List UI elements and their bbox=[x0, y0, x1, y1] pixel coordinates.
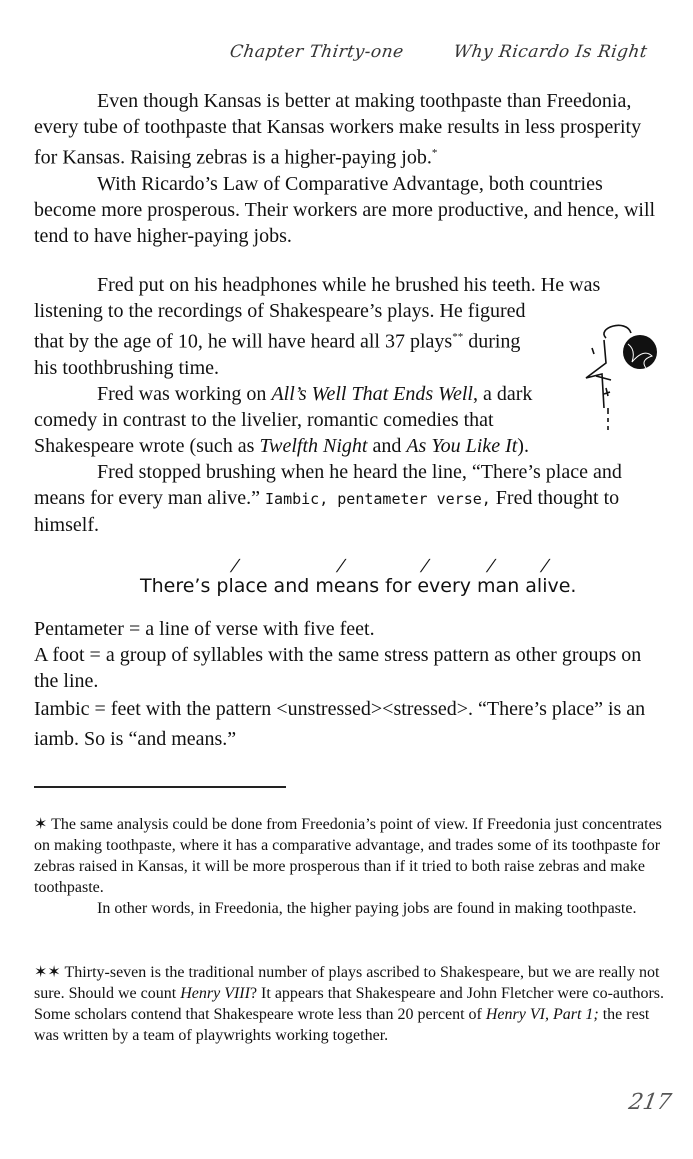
stress-mark-5: / bbox=[538, 555, 552, 577]
body-text-top bbox=[34, 88, 664, 249]
verse-line: There’s place and means for every man alive. bbox=[140, 575, 577, 597]
footnote-2: ✶✶ Thirty-seven is the traditional number of plays ascribed to Shakespeare, but we are really not sure. Should we count Henry VIII? It appears that Shakespeare and John Fletcher were co-authors. Some scholars contend that Shakespeare wrote less than 20 percent of Henry VI, Part 1; the rest was written by a team of playwrights working together. bbox=[34, 964, 665, 1044]
sketch-figure-icon bbox=[586, 325, 631, 430]
running-header bbox=[229, 42, 693, 62]
chapter-title: Why Ricardo Is Right bbox=[452, 42, 649, 62]
paragraph-3b: listening to the recordings of Shakespeare’s plays. He figured that by the age of 10, he will have heard all 37 plays** during his toothbrushing time. bbox=[34, 300, 526, 379]
footnote-1: ✶ The same analysis could be done from Freedonia’s point of view. If Freedonia just concentrates on making toothpaste, where it has a comparative advantage, and trades some of its toothpaste for zebras raised in Kansas, it will be more prosperous than if it tried to both raise zebras and make toothpaste. In other words, in Freedonia, the higher paying jobs are found in making toothpaste. bbox=[34, 816, 662, 917]
page-number: 217 bbox=[626, 1090, 674, 1115]
definitions bbox=[34, 616, 664, 754]
definition-iambic: Iambic = feet with the pattern <unstressed><stressed>. “There’s place” is an iamb. So is “and means.” bbox=[34, 698, 646, 750]
definition-foot: A foot = a group of syllables with the same stress pattern as other groups on the line. bbox=[34, 644, 642, 692]
definition-pentameter: Pentameter = a line of verse with five feet. bbox=[34, 618, 375, 640]
paragraph-3a: Fred put on his headphones while he brushed his teeth. He was bbox=[97, 274, 601, 296]
stress-mark-1: / bbox=[228, 555, 242, 577]
paragraph-2: With Ricardo’s Law of Comparative Advantage, both countries become more prosperous. Their workers are more productive, and hence, will tend to have higher-paying jobs. bbox=[34, 172, 656, 247]
headphones-illustration bbox=[566, 318, 666, 438]
paragraph-4: Fred was working on All’s Well That Ends Well, a dark comedy in contrast to the livelier, romantic comedies that Shakespeare wrote (such as Twelfth Night and As You Like It). bbox=[34, 382, 533, 457]
headphone-icon bbox=[623, 335, 657, 369]
paragraph-1: Even though Kansas is better at making toothpaste than Freedonia, every tube of toothpaste that Kansas workers make results in less prosperity for Kansas. Raising zebras is a higher-paying job.* bbox=[34, 90, 642, 169]
stress-mark-3: / bbox=[418, 555, 432, 577]
stress-mark-2: / bbox=[334, 555, 348, 577]
chapter-label: Chapter Thirty-one bbox=[228, 42, 406, 62]
paragraph-5: Fred stopped brushing when he heard the line, “There’s place and means for every man alive.” Iambic, pentameter verse, Fred thought to himself. bbox=[34, 460, 622, 536]
footnote-rule bbox=[34, 786, 286, 788]
stress-mark-4: / bbox=[484, 555, 498, 577]
